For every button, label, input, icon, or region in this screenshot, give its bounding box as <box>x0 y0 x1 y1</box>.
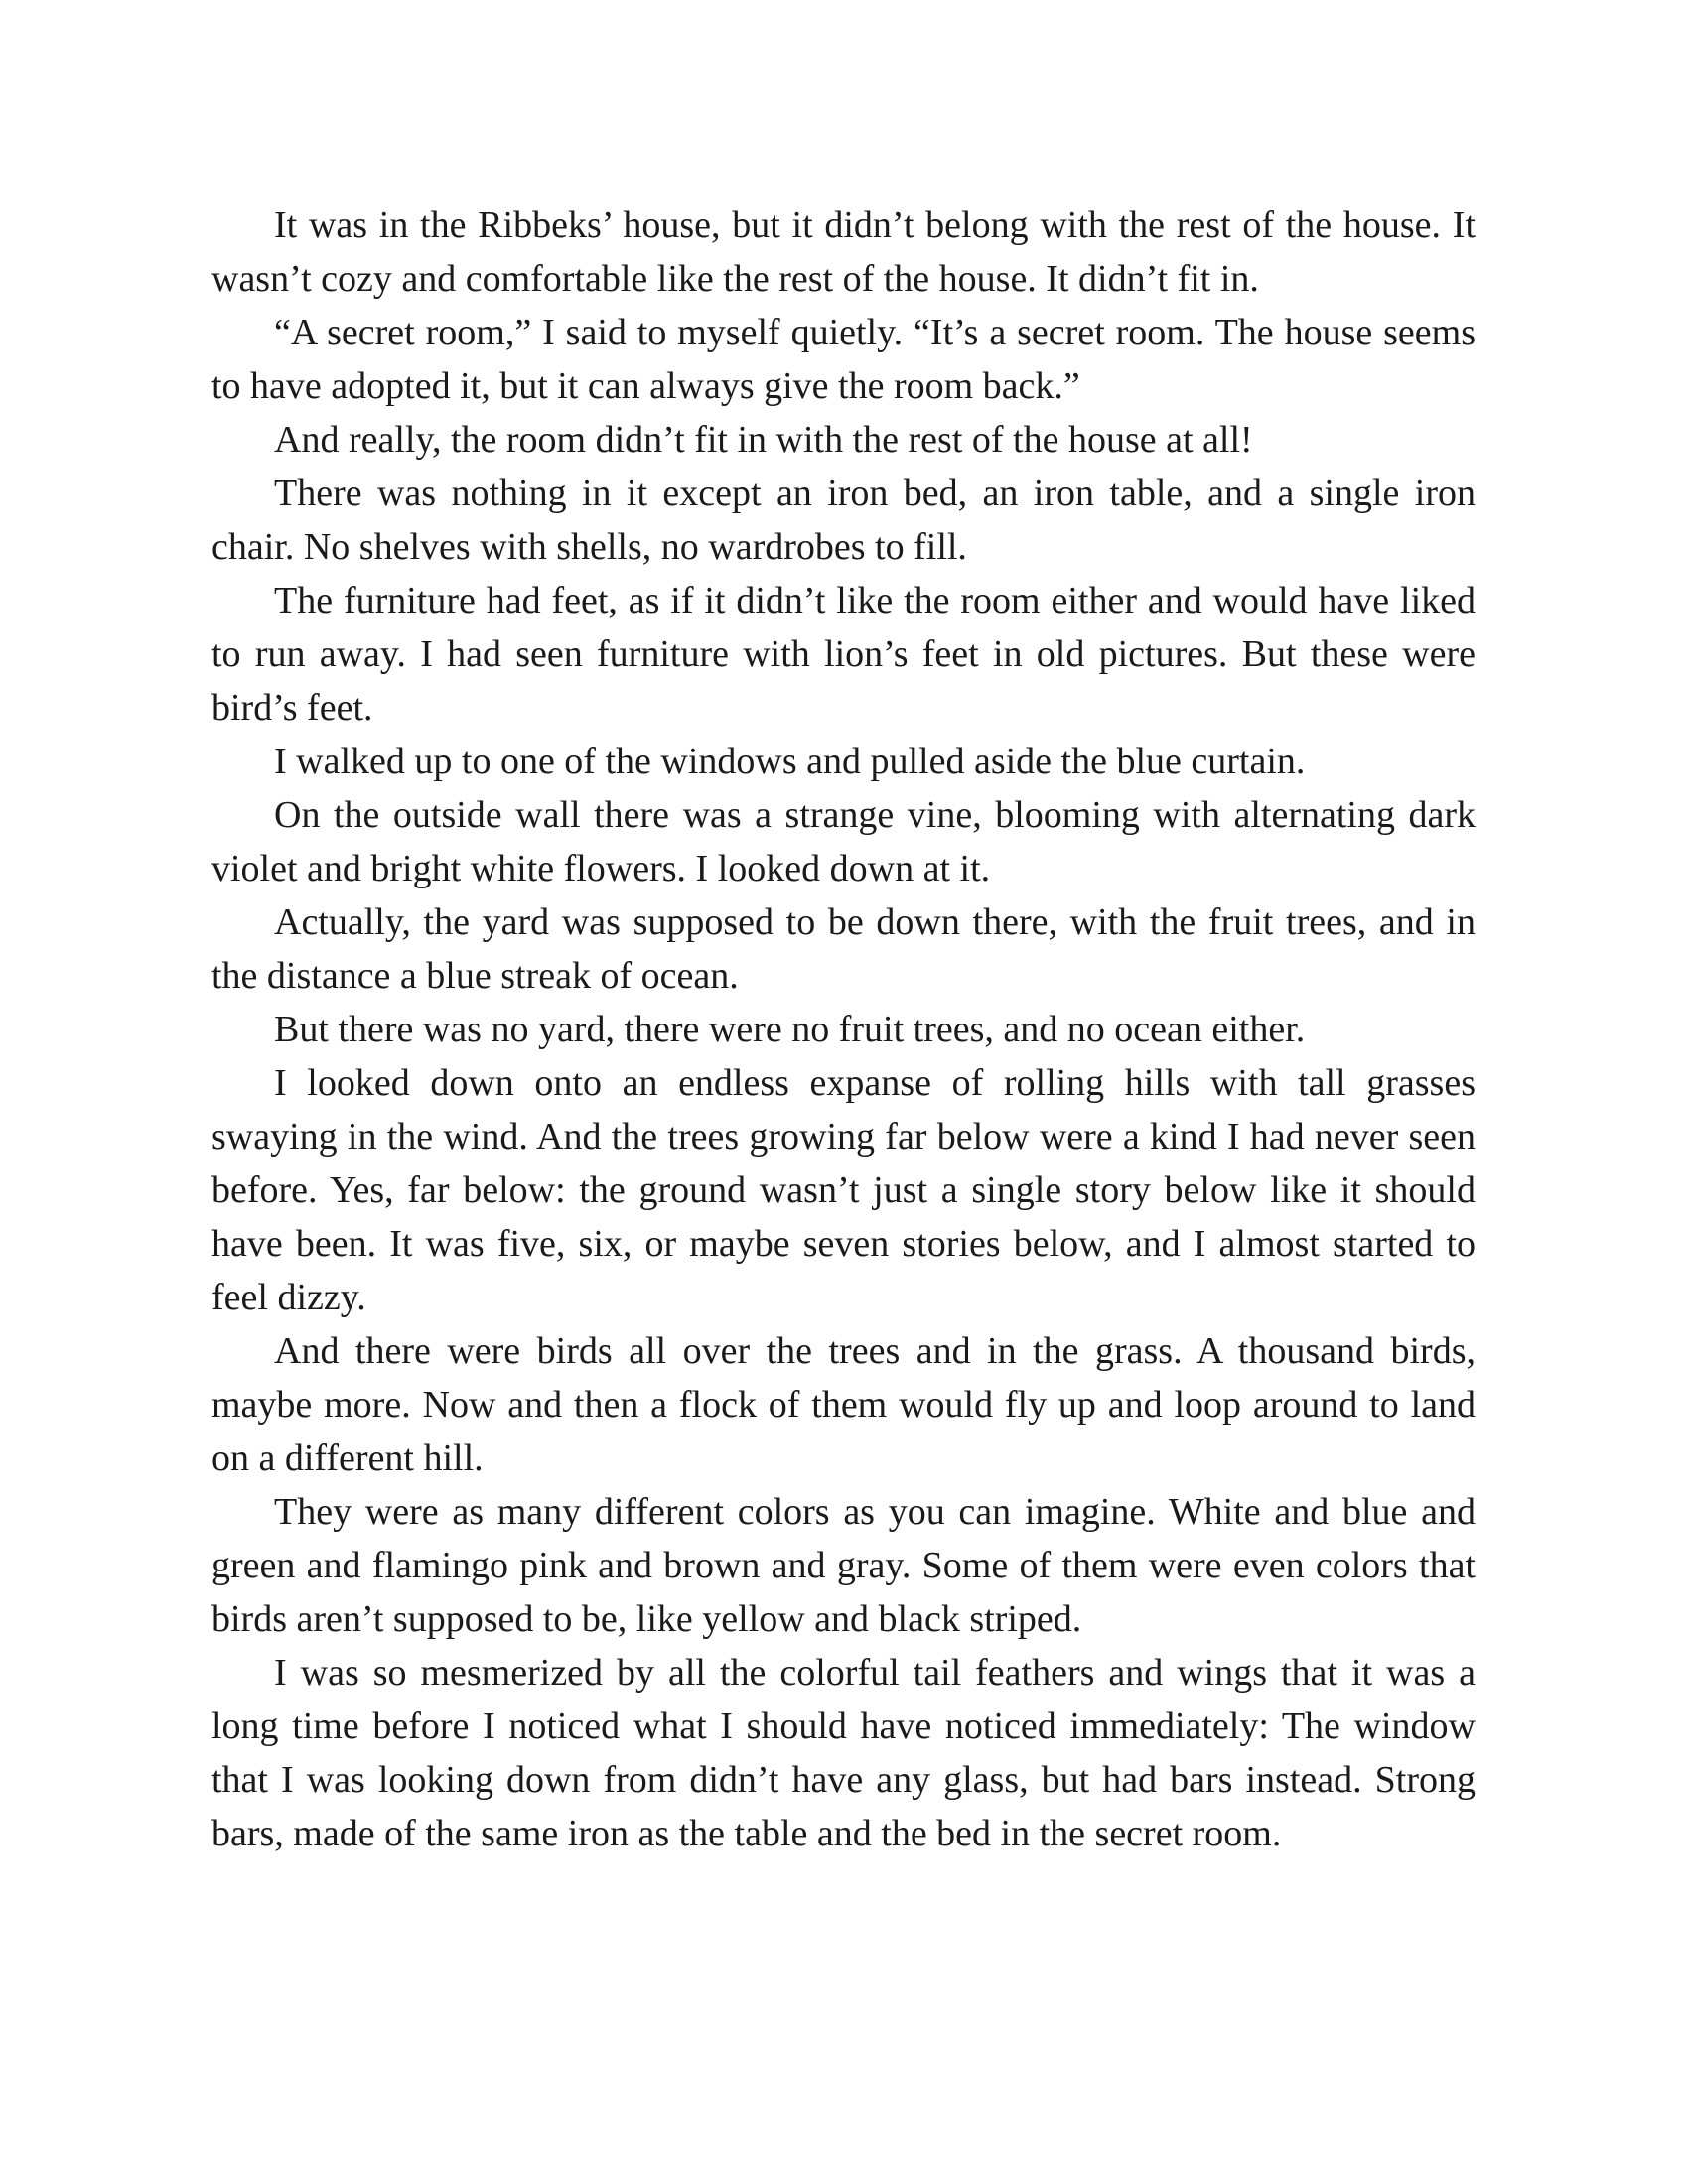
paragraph-13: I was so mesmerized by all the colorful tail feathers and wings that it was a long time before I noticed what I should have noticed immediately: The window that I was looking down from didn’t have any glass, but had bars instead. Strong bars, made of the same iron as the table and the bed in the secret room. <box>211 1652 1476 1854</box>
paragraph-11: And there were birds all over the trees and in the grass. A thousand birds, maybe more. Now and then a flock of them would fly up and loop around to land on a different hill. <box>211 1330 1476 1479</box>
paragraph-9: But there was no yard, there were no fruit trees, and no ocean either. <box>274 1009 1306 1050</box>
paragraph-5: The furniture had feet, as if it didn’t like the room either and would have liked to run away. I had seen furniture with lion’s feet in old pictures. But these were bird’s feet. <box>211 580 1476 729</box>
paragraph-7: On the outside wall there was a strange vine, blooming with alternating dark violet and bright white flowers. I looked down at it. <box>211 794 1476 889</box>
paragraph-2: “A secret room,” I said to myself quietly. “It’s a secret room. The house seems to have adopted it, but it can always give the room back.” <box>211 312 1476 407</box>
paragraph-10: I looked down onto an endless expanse of rolling hills with tall grasses swaying in the wind. And the trees growing far below were a kind I had never seen before. Yes, far below: the ground wasn’t just a single story below like it should have been. It was five, six, or maybe seven stories below, and I almost started to feel dizzy. <box>211 1062 1476 1318</box>
paragraph-4: There was nothing in it except an iron bed, an iron table, and a single iron chair. No shelves with shells, no wardrobes to fill. <box>211 473 1476 568</box>
paragraph-12: They were as many different colors as you can imagine. White and blue and green and flamingo pink and brown and gray. Some of them were even colors that birds aren’t supposed to be, like yellow and black striped. <box>211 1491 1476 1640</box>
paragraph-8: Actually, the yard was supposed to be down there, with the fruit trees, and in the distance a blue streak of ocean. <box>211 901 1476 997</box>
page-body <box>211 199 1476 1860</box>
paragraph-6: I walked up to one of the windows and pulled aside the blue curtain. <box>274 741 1306 782</box>
paragraph-1: It was in the Ribbeks’ house, but it didn’t belong with the rest of the house. It wasn’t cozy and comfortable like the rest of the house. It didn’t fit in. <box>211 205 1476 300</box>
paragraph-3: And really, the room didn’t fit in with the rest of the house at all! <box>274 419 1253 461</box>
